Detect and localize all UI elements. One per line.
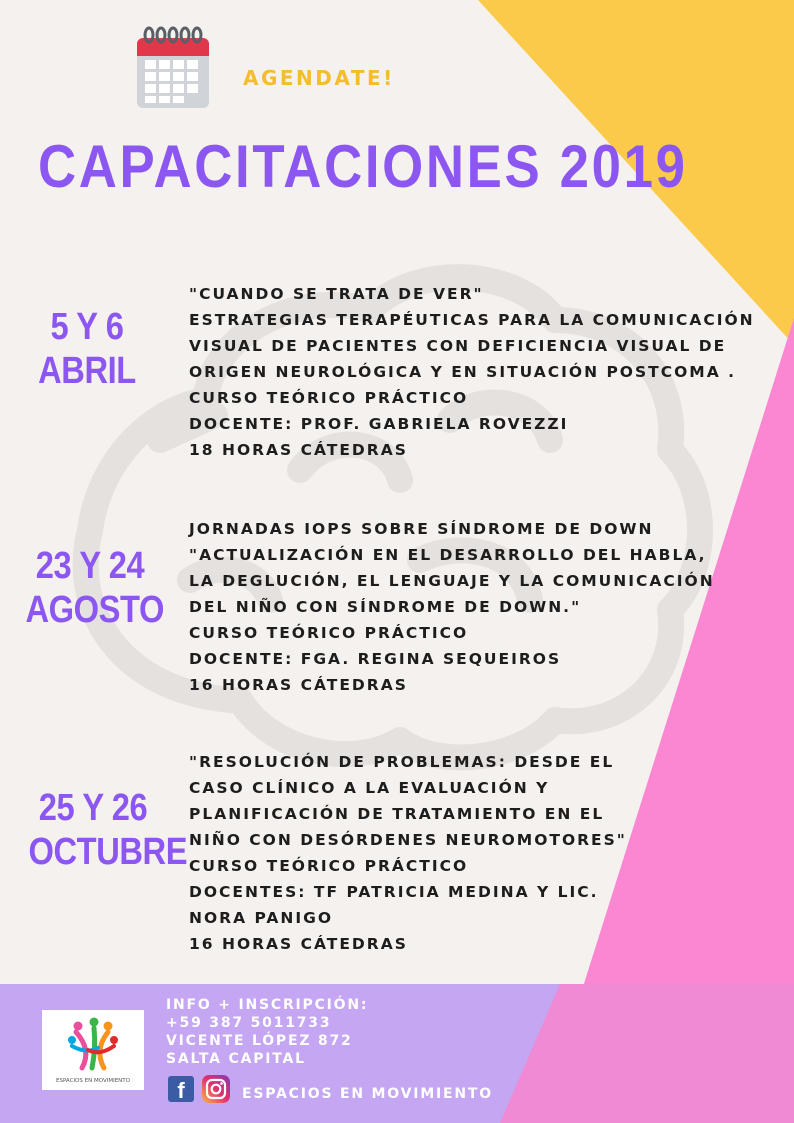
info-city: SALTA CAPITAL xyxy=(166,1051,306,1067)
course-line: "CUANDO SE TRATA DE VER" xyxy=(189,285,484,303)
course-date-days: 25 Y 26 xyxy=(38,787,148,829)
course-line: 18 HORAS CÁTEDRAS xyxy=(189,441,408,459)
facebook-icon[interactable]: f xyxy=(168,1076,194,1102)
course-line: DEL NIÑO CON SÍNDROME DE DOWN." xyxy=(189,598,582,616)
course-date-month: ABRIL xyxy=(38,350,136,393)
info-phone[interactable]: +59 387 5011733 xyxy=(166,1015,332,1031)
course-date-days: 23 Y 24 xyxy=(35,545,145,587)
course-line: "RESOLUCIÓN DE PROBLEMAS: DESDE EL xyxy=(189,753,615,771)
course-line: DOCENTE: PROF. GABRIELA ROVEZZI xyxy=(189,415,569,433)
page-title: CAPACITACIONES 2019 xyxy=(38,133,688,200)
course-line: DOCENTES: TF PATRICIA MEDINA Y LIC. xyxy=(189,883,599,901)
calendar-icon xyxy=(135,26,211,110)
course-line: DOCENTE: FGA. REGINA SEQUEIROS xyxy=(189,650,562,668)
course-line: VISUAL DE PACIENTES CON DEFICIENCIA VISUAL DE xyxy=(189,337,727,355)
course-3-date xyxy=(28,786,188,874)
course-line: 16 HORAS CÁTEDRAS xyxy=(189,676,408,694)
course-3-details xyxy=(189,749,627,957)
course-line: NORA PANIGO xyxy=(189,909,334,927)
logo-text: ESPACIOS EN MOVIMIENTO xyxy=(56,1078,130,1084)
course-line: 16 HORAS CÁTEDRAS xyxy=(189,935,408,953)
course-line: CURSO TEÓRICO PRÁCTICO xyxy=(189,389,469,407)
course-line: CURSO TEÓRICO PRÁCTICO xyxy=(189,857,469,875)
espacios-en-movimiento-logo xyxy=(42,1010,144,1090)
course-2-details xyxy=(189,516,715,698)
instagram-icon[interactable] xyxy=(202,1075,230,1103)
course-1-details xyxy=(189,281,755,463)
agendate-label: AGENDATE! xyxy=(243,66,395,90)
course-line: "ACTUALIZACIÓN EN EL DESARROLLO DEL HABLA, xyxy=(189,546,707,564)
course-line: LA DEGLUCIÓN, EL LENGUAJE Y LA COMUNICACIÓN xyxy=(189,572,715,590)
course-date-month: OCTUBRE xyxy=(28,831,188,874)
course-date-days: 5 Y 6 xyxy=(50,306,124,348)
course-2-date xyxy=(25,544,164,632)
info-address: VICENTE LÓPEZ 872 xyxy=(166,1033,353,1049)
info-heading: INFO + INSCRIPCIÓN: xyxy=(166,997,369,1013)
course-line: CASO CLÍNICO A LA EVALUACIÓN Y xyxy=(189,779,550,797)
course-line: CURSO TEÓRICO PRÁCTICO xyxy=(189,624,469,642)
course-line: ORIGEN NEUROLÓGICA Y EN SITUACIÓN POSTCOMA . xyxy=(189,363,736,381)
contact-info xyxy=(166,996,368,1068)
course-1-date xyxy=(23,305,152,393)
course-line: NIÑO CON DESÓRDENES NEUROMOTORES" xyxy=(189,831,627,849)
course-line: ESTRATEGIAS TERAPÉUTICAS PARA LA COMUNICACIÓN xyxy=(189,311,755,329)
social-handle[interactable]: ESPACIOS EN MOVIMIENTO xyxy=(242,1086,493,1102)
course-date-month: AGOSTO xyxy=(25,589,164,632)
course-line: PLANIFICACIÓN DE TRATAMIENTO EN EL xyxy=(189,805,605,823)
course-line: JORNADAS IOPS SOBRE SÍNDROME DE DOWN xyxy=(189,520,654,538)
